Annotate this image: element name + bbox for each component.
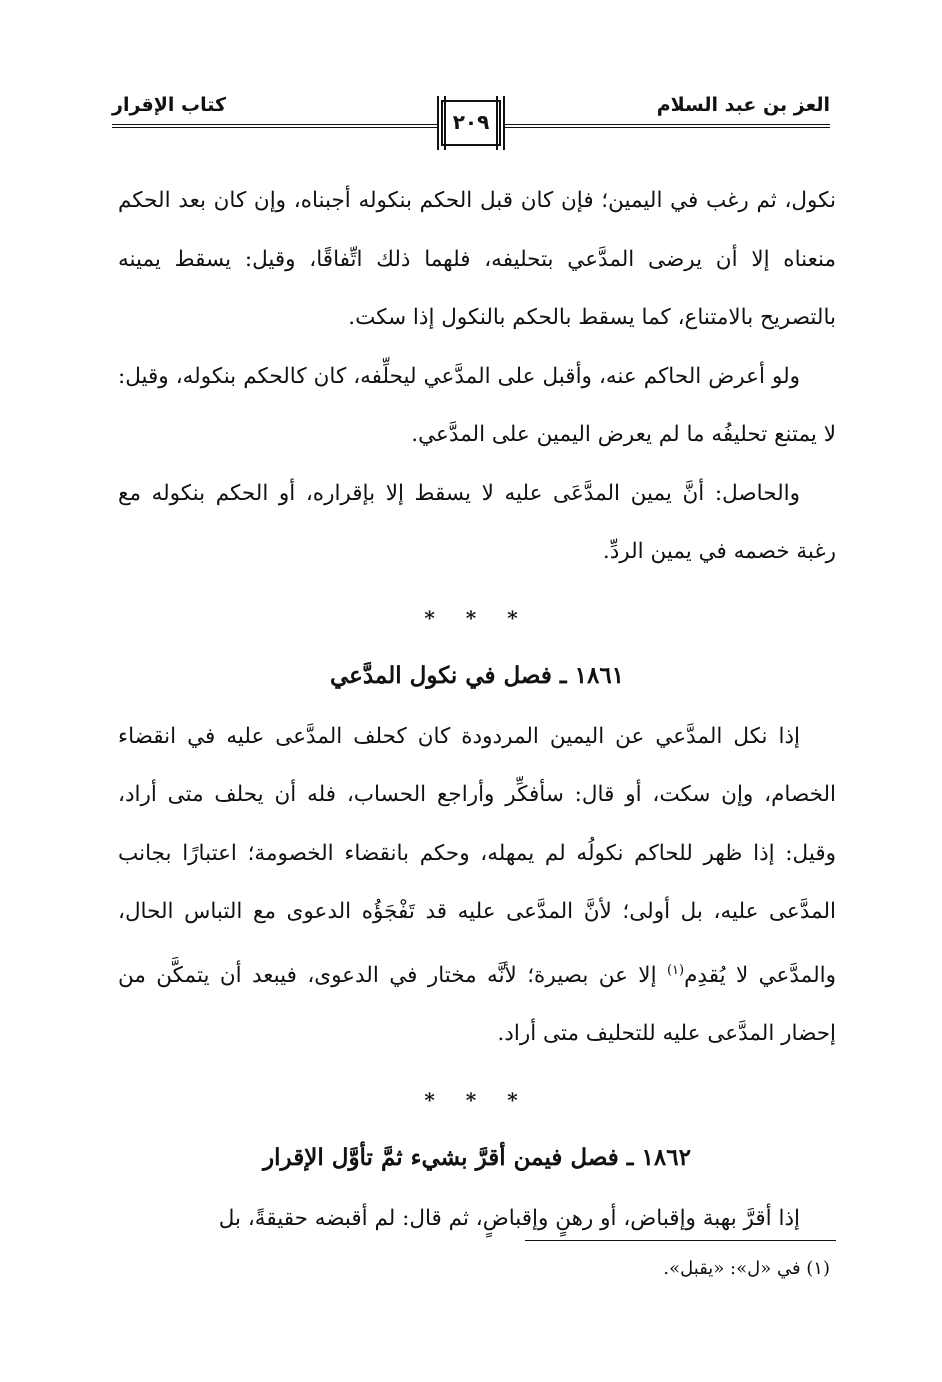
page-number-box xyxy=(437,96,505,150)
footnote-rule xyxy=(525,1240,836,1241)
page-body xyxy=(118,172,836,1248)
header-book-title: كتاب الإقرار xyxy=(112,94,227,116)
page-number: ٢٠٩ xyxy=(452,110,490,134)
header-author: العز بن عبد السلام xyxy=(656,94,830,116)
header-rule-left xyxy=(112,124,437,128)
page-header xyxy=(112,90,830,160)
header-rule-right xyxy=(505,124,830,128)
section-1862-body: إذا أقرَّ بهبة وإقباض، أو رهنٍ وإقباضٍ، ثم قال: لم أقبضه حقيقةً، بل xyxy=(218,1205,800,1231)
footnote-ref[interactable]: (١) xyxy=(666,962,685,978)
section-1861-title: ١٨٦١ ـ فصل في نكول المدَّعي xyxy=(329,661,625,689)
paragraph-1: نكول، ثم رغب في اليمين؛ فإن كان قبل الحكم بنكوله أجبناه، وإن كان بعد الحكم منعناه إلا أن يرضى المدَّعي بتحليفه، فلهما ذلك اتِّفاقًا، وقيل: يسقط يمينه بالتصريح بالامتناع، كما يسقط بالحكم بالنكول إذا سكت. xyxy=(118,188,836,330)
paragraph-2: ولو أعرض الحاكم عنه، وأقبل على المدَّعي ليحلِّفه، كان كالحكم بنكوله، وقيل: لا يمتنع تحليفُه ما لم يعرض اليمين على المدَّعي. xyxy=(118,363,836,447)
section-separator-2: * * * xyxy=(424,1087,530,1112)
section-1861-body: إذا نكل المدَّعي عن اليمين المردودة كان كحلف المدَّعى عليه في انقضاء الخصام، وإن سكت، أو قال: سأفكِّر وأراجع الحساب، فله أن يحلف متى أراد، وقيل: إذا ظهر للحاكم نكولُه لم يمهله، وحكم بانقضاء الخصومة؛ اعتبارًا بجانب المدَّعى عليه، بل أولى؛ لأنَّ المدَّعى عليه قد تَفْجَؤُه الدعوى مع التباس الحال، والمدَّعي لا يُقدِم$^{(١)}$ إلا عن بصيرة؛ لأنَّه مختار في الدعوى، فيبعد أن يتمكَّن من إحضار المدَّعى عليه للتحليف متى أراد. xyxy=(118,723,836,1047)
section-separator: * * * xyxy=(424,605,530,630)
section-1862-title: ١٨٦٢ ـ فصل فيمن أقرَّ بشيء ثمَّ تأوَّل الإقرار xyxy=(263,1143,691,1171)
footnote-1: (١) في «ل»: «يقبل». xyxy=(663,1258,830,1279)
paragraph-3: والحاصل: أنَّ يمين المدَّعَى عليه لا يسقط إلا بإقراره، أو الحكم بنكوله مع رغبة خصمه في يمين الردِّ. xyxy=(118,480,836,564)
